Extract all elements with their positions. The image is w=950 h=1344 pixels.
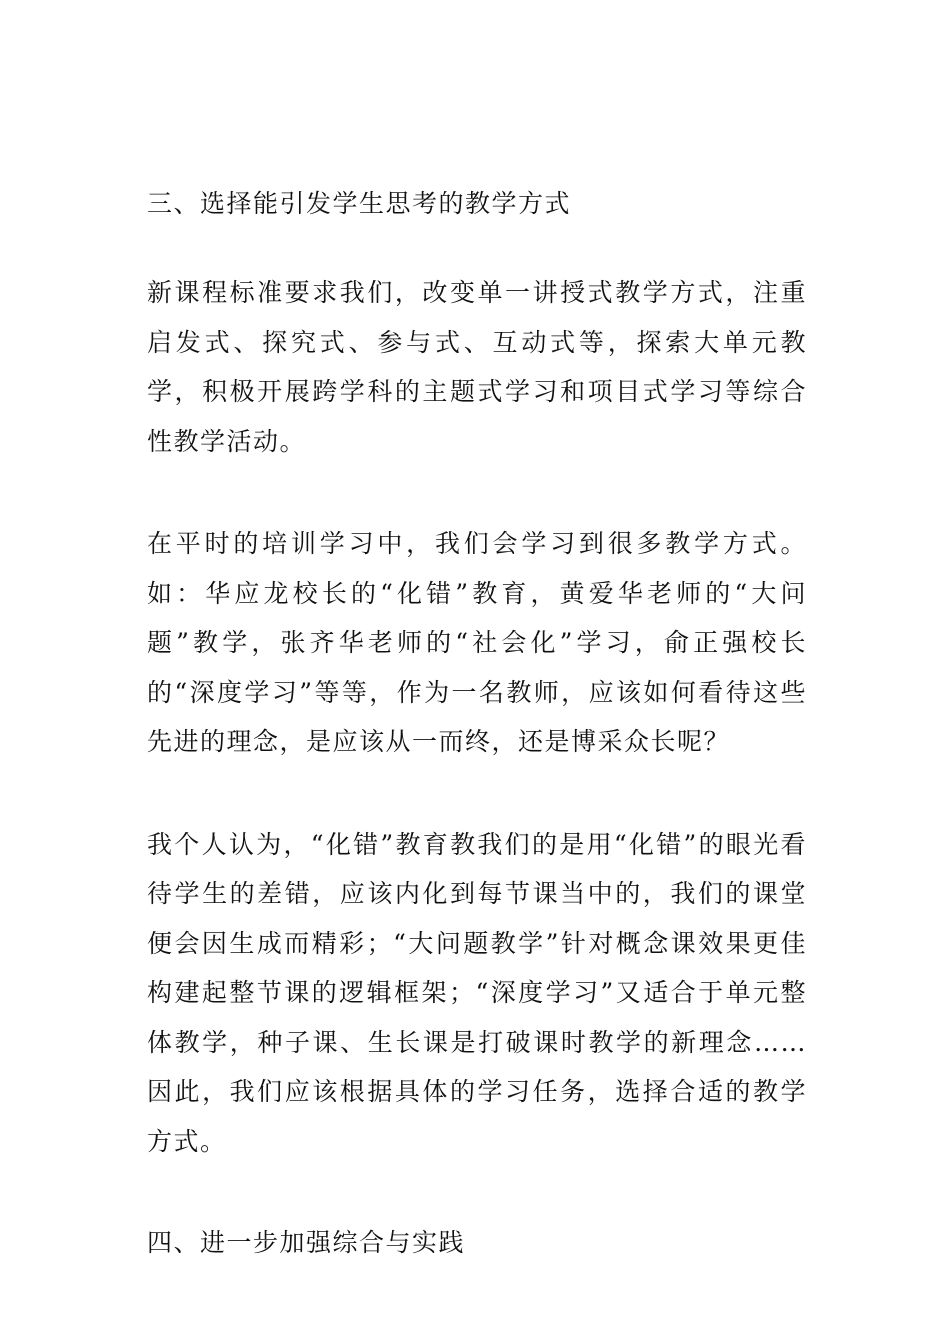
section-heading-4: 四、进一步加强综合与实践: [147, 1228, 466, 1257]
spacer: [147, 228, 807, 268]
spacer: [147, 767, 807, 820]
spacer: [147, 1166, 807, 1219]
paragraph-personal-opinion: 我个人认为，“化错”教育教我们的是用“化错”的眼光看待学生的差错，应该内化到每节课当中的，我们的课堂便会因生成而精彩；“大问题教学”针对概念课效果更佳构建起整节课的逻辑框架；“深度学习”又适合于单元整体教学，种子课、生长课是打破课时教学的新理念……因此，我们应该根据具体的学习任务，选择合适的教学方式。: [147, 829, 807, 1156]
spacer: [147, 466, 807, 519]
section-heading-3: 三、选择能引发学生思考的教学方式: [147, 189, 572, 218]
paragraph-training-methods: 在平时的培训学习中，我们会学习到很多教学方式。如：华应龙校长的“化错”教育，黄爱华老师的“大问题”教学，张齐华老师的“社会化”学习，俞正强校长的“深度学习”等等，作为一名教师，应该如何看待这些先进的理念，是应该从一而终，还是博采众长呢？: [147, 529, 807, 756]
paragraph-teaching-standard: 新课程标准要求我们，改变单一讲授式教学方式，注重启发式、探究式、参与式、互动式等，探索大单元教学，积极开展跨学科的主题式学习和项目式学习等综合性教学活动。: [147, 278, 807, 456]
document-body: [147, 180, 807, 1267]
